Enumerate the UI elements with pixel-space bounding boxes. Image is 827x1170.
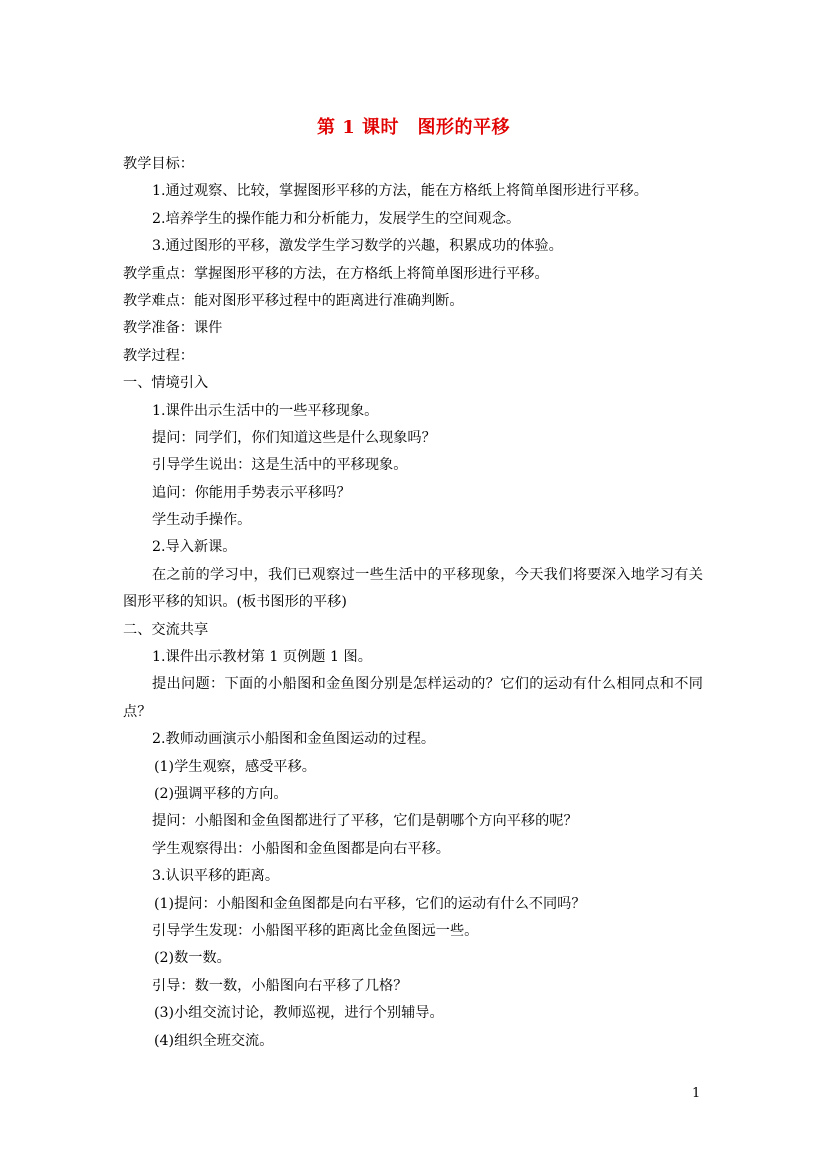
text-line: 提出问题：下面的小船图和金鱼图分别是怎样运动的？它们的运动有什么相同点和不同点？ <box>123 676 703 720</box>
lesson-plan-body <box>123 151 703 1055</box>
text-line: 教学难点：能对图形平移过程中的距离进行准确判断。 <box>123 292 464 309</box>
text-line: 引导：数一数，小船图向右平移了几格？ <box>152 977 408 994</box>
text-line: 学生动手操作。 <box>152 512 252 529</box>
text-line: 3.通过图形的平移，激发学生学习数学的兴趣，积累成功的体验。 <box>152 238 563 255</box>
text-line: (2)强调平移的方向。 <box>154 786 288 803</box>
text-line: (4)组织全班交流。 <box>154 1032 274 1049</box>
text-line: 2.导入新课。 <box>152 539 237 556</box>
page-number: 1 <box>692 1086 701 1101</box>
text-line: 3.认识平移的距离。 <box>152 868 280 885</box>
page-title: 第 1 课时 图形的平移 <box>316 117 511 138</box>
text-line: 引导学生发现：小船图平移的距离比金鱼图远一些。 <box>152 923 479 939</box>
text-line: 教学重点：掌握图形平移的方法，在方格纸上将简单图形进行平移。 <box>123 265 549 282</box>
text-line: (1)学生观察，感受平移。 <box>154 758 316 775</box>
text-line: 二、交流共享 <box>123 621 209 638</box>
text-line: 教学过程： <box>123 347 194 364</box>
text-line: (1)提问：小船图和金鱼图都是向右平移，它们的运动有什么不同吗？ <box>154 895 586 912</box>
text-line: 提问：小船图和金鱼图都进行了平移，它们是朝哪个方向平移的呢？ <box>152 813 578 830</box>
text-line: 1.通过观察、比较，掌握图形平移的方法，能在方格纸上将简单图形进行平移。 <box>152 183 648 200</box>
text-line: 2.教师动画演示小船图和金鱼图运动的过程。 <box>152 731 436 748</box>
text-line: 一、情境引入 <box>123 375 209 392</box>
text-line: 引导学生说出：这是生活中的平移现象。 <box>152 457 408 474</box>
text-line: 提问：同学们，你们知道这些是什么现象吗？ <box>152 429 436 446</box>
text-line: 教学目标： <box>123 156 194 172</box>
text-line: 1.课件出示生活中的一些平移现象。 <box>152 402 379 419</box>
text-line: 在之前的学习中，我们已观察过一些生活中的平移现象，今天我们将要深入地学习有关图形平移的知识。(板书图形的平移) <box>123 566 703 611</box>
text-line: 教学准备：课件 <box>123 320 223 337</box>
text-line: 1.课件出示教材第 1 页例题 1 图。 <box>152 649 372 666</box>
text-line: 2.培养学生的操作能力和分析能力，发展学生的空间观念。 <box>152 210 521 227</box>
text-line: (3)小组交流讨论，教师巡视，进行个别辅导。 <box>154 1005 444 1022</box>
text-line: 学生观察得出：小船图和金鱼图都是向右平移。 <box>152 840 450 857</box>
text-line: 追问：你能用手势表示平移吗？ <box>152 484 351 501</box>
text-line: (2)数一数。 <box>154 950 231 967</box>
